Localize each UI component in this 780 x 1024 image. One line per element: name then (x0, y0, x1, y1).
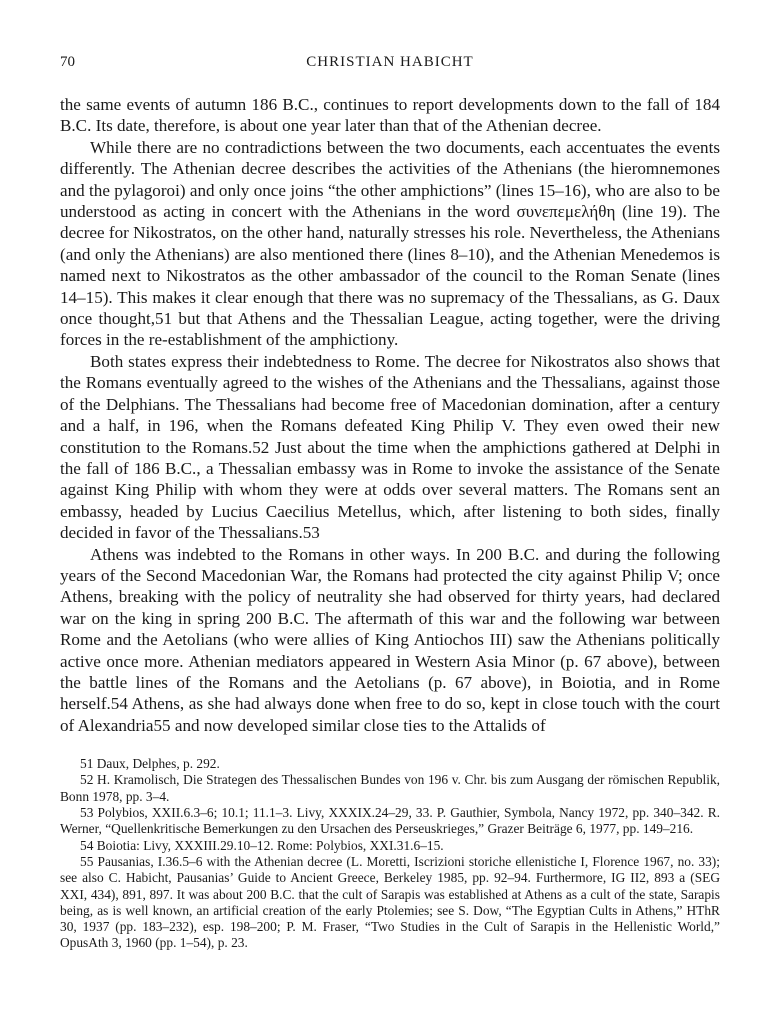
footnotes (60, 756, 720, 952)
running-head: CHRISTIAN HABICHT (306, 54, 474, 70)
paragraph: While there are no contradictions between the two documents, each accentuates the events differently. The Athenian decree describes the activities of the Athenians (the hieromnemones and the pylagoroi) and only once joins “the other amphictions” (lines 15–16), who are also to be understood as acting in concert with the Athenians in the word συνεπεμελήθη (line 19). The decree for Nikostratos, on the other hand, naturally stresses his role. Nevertheless, the Athenians (and only the Athenians) are also mentioned there (lines 8–10), and the Athenian Menedemos is named next to Nikostratos as the other ambassador of the council to the Roman Senate (lines 14–15). This makes it clear enough that there was no supremacy of the Thessalians, as G. Daux once thought,51 but that Athens and the Thessalian League, acting together, were the driving forces in the re-establishment of the amphictiony. (60, 137, 720, 350)
footnote-53: 53 Polybios, XXII.6.3–6; 10.1; 11.1–3. Livy, XXXIX.24–29, 33. P. Gauthier, Symbola, Nancy 1972, pp. 340–342. R. Werner, “Quellenkritische Bemerkungen zu den Ursachen des Perseuskrieges,” Grazer Beiträge 6, 1977, pp. 149–216. (60, 805, 720, 837)
footnote-55: 55 Pausanias, I.36.5–6 with the Athenian decree (L. Moretti, Iscrizioni storiche ellenistiche I, Florence 1967, no. 33); see also C. Habicht, Pausanias’ Guide to Ancient Greece, Berkeley 1985, pp. 92–94. Furthermore, IG II2, 893 a (SEG XXI, 434), 891, 897. It was about 200 B.C. that the cult of Sarapis was established at Athens as a cult of the state, Sarapis being, as is well known, an artificial creation of the early Ptolemies; see S. Dow, “The Egyptian Cults in Athens,” HThR 30, 1937 (pp. 183–232), esp. 198–200; P. M. Fraser, “Two Studies in the Cult of Sarapis in the Hellenistic World,” OpusAth 3, 1960 (pp. 1–54), p. 23. (60, 853, 720, 951)
page-header (60, 54, 720, 78)
footnote-51: 51 Daux, Delphes, p. 292. (80, 756, 220, 772)
page (60, 54, 720, 952)
paragraph: the same events of autumn 186 B.C., continues to report developments down to the fall of 184 B.C. Its date, therefore, is about one year later than that of the Athenian decree. (60, 95, 720, 136)
footnote-52: 52 H. Kramolisch, Die Strategen des Thessalischen Bundes von 196 v. Chr. bis zum Ausgang der römischen Republik, Bonn 1978, pp. 3–4. (60, 772, 720, 804)
paragraph: Both states express their indebtedness to Rome. The decree for Nikostratos also shows that the Romans eventually agreed to the wishes of the Athenians and the Thessalians, against those of the Delphians. The Thessalians had become free of Macedonian domination, after a century and a half, in 196, when the Romans defeated King Philip V. They even owed their new constitution to the Romans.52 Just about the time when the amphictions gathered at Delphi in the fall of 186 B.C., a Thessalian embassy was in Rome to invoke the assistance of the Senate against King Philip with whom they were at odds over several matters. The Romans sent an embassy, headed by Lucius Caecilius Metellus, which, after listening to both sides, finally decided in favor of the Thessalians.53 (60, 351, 720, 543)
page-number: 70 (60, 54, 75, 70)
paragraph: Athens was indebted to the Romans in other ways. In 200 B.C. and during the following years of the Second Macedonian War, the Romans had protected the city against Philip V; once Athens, breaking with the policy of neutrality she had observed for thirty years, had declared war on the king in spring 200 B.C. The aftermath of this war and the following war between Rome and the Aetolians (who were allies of King Antiochos III) saw the Athenians politically active once more. Athenian mediators appeared in Western Asia Minor (p. 67 above), between the battle lines of the Romans and the Aetolians (p. 67 above), in Boiotia, and in Rome herself.54 Athens, as she had always done when free to do so, kept in close touch with the court of Alexandria55 and now developed similar close ties to the Attalids of (60, 544, 720, 735)
footnote-54: 54 Boiotia: Livy, XXXIII.29.10–12. Rome: Polybios, XXI.31.6–15. (80, 837, 444, 853)
body-text (60, 94, 720, 736)
